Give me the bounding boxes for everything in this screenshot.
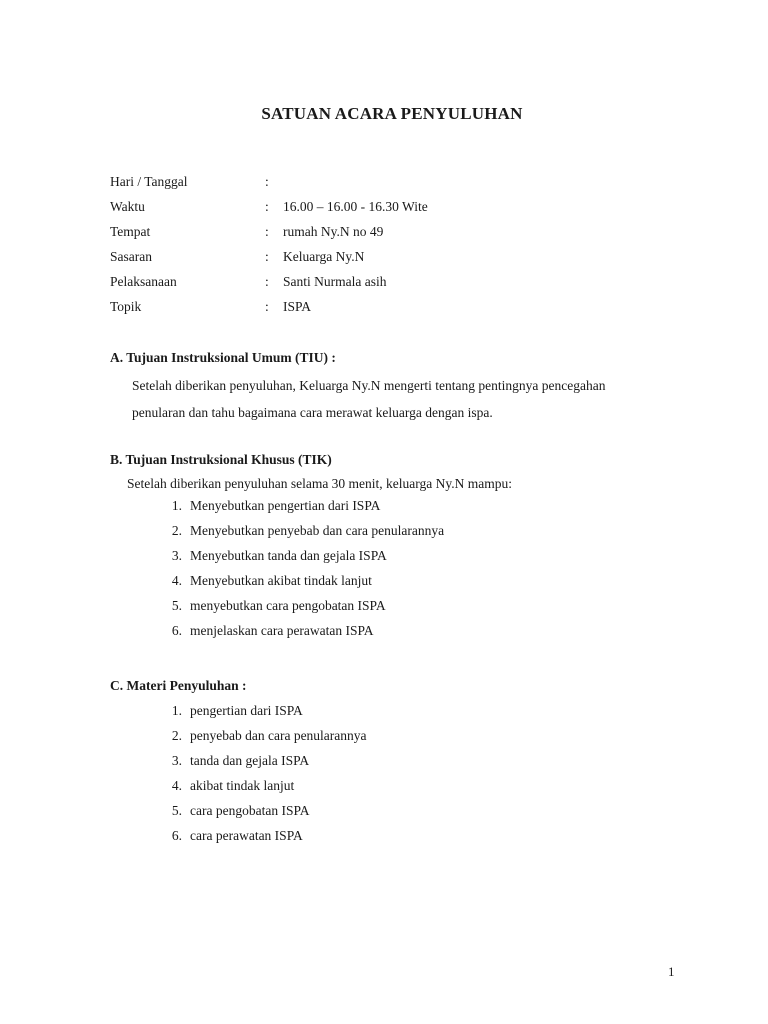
section-c-list	[160, 701, 710, 851]
section-c-heading: C. Materi Penyuluhan :	[110, 678, 247, 693]
list-text: penyebab dan cara penularannya	[190, 728, 367, 743]
info-label: Tempat	[110, 224, 151, 239]
list-number: 2.	[171, 523, 182, 538]
info-label: Pelaksanaan	[110, 274, 177, 289]
section-b-list	[160, 496, 710, 646]
list-text: cara pengobatan ISPA	[190, 803, 310, 818]
info-row-executor	[110, 272, 428, 297]
info-label: Hari / Tanggal	[110, 174, 188, 189]
list-text: tanda dan gejala ISPA	[190, 753, 310, 768]
list-item	[160, 571, 710, 596]
list-item	[160, 826, 710, 851]
list-item	[160, 776, 710, 801]
section-a-heading: A. Tujuan Instruksional Umum (TIU) :	[110, 350, 336, 365]
list-item	[160, 801, 710, 826]
list-text: menyebutkan cara pengobatan ISPA	[190, 598, 386, 613]
info-label: Waktu	[110, 199, 145, 214]
page-number: 1	[668, 964, 675, 979]
info-colon: :	[265, 174, 269, 189]
list-item	[160, 496, 710, 521]
list-text: pengertian dari ISPA	[190, 703, 303, 718]
section-a	[110, 348, 710, 426]
document-title: SATUAN ACARA PENYULUHAN	[261, 104, 523, 123]
list-text: Menyebutkan pengertian dari ISPA	[190, 498, 381, 513]
list-item	[160, 621, 710, 646]
info-value: Keluarga Ny.N	[283, 249, 365, 264]
section-a-line-1: Setelah diberikan penyuluhan, Keluarga Ny.N mengerti tentang pentingnya pencegahan	[132, 378, 606, 393]
list-number: 1.	[171, 498, 182, 513]
info-row-place	[110, 222, 428, 247]
info-row-date	[110, 172, 428, 197]
list-text: menjelaskan cara perawatan ISPA	[190, 623, 374, 638]
list-item	[160, 546, 710, 571]
list-number: 3.	[171, 548, 182, 563]
list-number: 6.	[171, 828, 182, 843]
list-number: 3.	[171, 753, 182, 768]
info-value: 16.00 – 16.00 - 16.30 Wite	[283, 199, 428, 214]
list-item	[160, 521, 710, 546]
list-number: 5.	[171, 803, 182, 818]
info-table	[110, 172, 428, 322]
info-colon: :	[265, 249, 269, 264]
info-label: Sasaran	[110, 249, 152, 264]
section-c	[110, 676, 710, 851]
list-item	[160, 751, 710, 776]
list-text: Menyebutkan akibat tindak lanjut	[190, 573, 372, 588]
info-value: Santi Nurmala asih	[283, 274, 387, 289]
list-item	[160, 726, 710, 751]
list-item	[160, 701, 710, 726]
section-a-line-2: penularan dan tahu bagaimana cara merawat keluarga dengan ispa.	[132, 405, 493, 420]
list-number: 6.	[171, 623, 182, 638]
info-colon: :	[265, 224, 269, 239]
info-colon: :	[265, 199, 269, 214]
list-number: 4.	[171, 778, 182, 793]
list-item	[160, 596, 710, 621]
list-number: 5.	[171, 598, 182, 613]
info-colon: :	[265, 299, 269, 314]
info-row-topic	[110, 297, 428, 322]
list-text: akibat tindak lanjut	[190, 778, 295, 793]
info-value: rumah Ny.N no 49	[283, 224, 384, 239]
info-row-time	[110, 197, 428, 222]
list-number: 2.	[171, 728, 182, 743]
info-label: Topik	[110, 299, 142, 314]
list-text: Menyebutkan penyebab dan cara penularannya	[190, 523, 445, 538]
list-text: cara perawatan ISPA	[190, 828, 303, 843]
list-number: 4.	[171, 573, 182, 588]
list-text: Menyebutkan tanda dan gejala ISPA	[190, 548, 387, 563]
section-b-intro: Setelah diberikan penyuluhan selama 30 menit, keluarga Ny.N mampu:	[127, 476, 513, 491]
info-row-target	[110, 247, 428, 272]
list-number: 1.	[171, 703, 182, 718]
section-b-heading: B. Tujuan Instruksional Khusus (TIK)	[110, 452, 332, 467]
info-value: ISPA	[283, 299, 312, 314]
info-colon: :	[265, 274, 269, 289]
section-b	[110, 450, 710, 646]
